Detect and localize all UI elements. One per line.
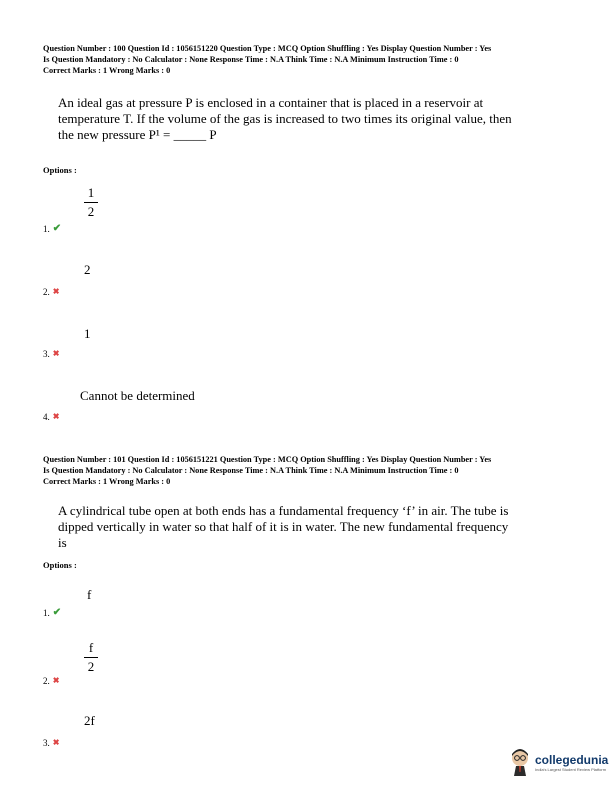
- option-index: 2.: [43, 287, 50, 297]
- question-text-101: [58, 503, 538, 551]
- fraction-numerator: 1: [87, 185, 95, 200]
- meta-line: Is Question Mandatory : No Calculator : None Response Time : N.A Think Time : N.A Minimum Instruction Time : 0: [43, 466, 459, 475]
- question-line: temperature T. If the volume of the gas is increased to two times its original value, then: [58, 111, 512, 126]
- fraction-denominator: 2: [87, 204, 95, 219]
- options-label: Options :: [43, 560, 77, 570]
- option-number: [43, 412, 59, 422]
- option-value-fraction: [84, 186, 98, 219]
- option-index: 2.: [43, 676, 50, 686]
- check-icon: ✔: [52, 607, 62, 618]
- meta-line: Question Number : 101 Question Id : 1056151221 Question Type : MCQ Option Shuffling : Yes Display Question Number : Yes: [43, 455, 492, 464]
- fraction-denominator: 2: [87, 659, 95, 674]
- question-line: the new pressure P¹ = _____ P: [58, 127, 217, 142]
- meta-line: Correct Marks : 1 Wrong Marks : 0: [43, 66, 171, 75]
- question-line: dipped vertically in water so that half of it is in water. The new fundamental frequency: [58, 519, 509, 534]
- option-value: f: [87, 587, 92, 602]
- cross-icon: ✖: [52, 287, 60, 296]
- option-index: 3.: [43, 349, 50, 359]
- option-value-fraction: [84, 641, 98, 674]
- meta-line: Question Number : 100 Question Id : 1056151220 Question Type : MCQ Option Shuffling : Yes Display Question Number : Yes: [43, 44, 492, 53]
- meta-line: Correct Marks : 1 Wrong Marks : 0: [43, 477, 171, 486]
- question-meta-100: [43, 43, 583, 76]
- cross-icon: ✖: [52, 738, 60, 747]
- option-number: [43, 676, 59, 686]
- option-index: 3.: [43, 738, 50, 748]
- question-line: An ideal gas at pressure P is enclosed in a container that is placed in a reservoir at: [58, 95, 484, 110]
- option-value: 2: [84, 262, 91, 277]
- cross-icon: ✖: [52, 676, 60, 685]
- fraction-bar: [84, 657, 98, 658]
- meta-line: Is Question Mandatory : No Calculator : None Response Time : N.A Think Time : N.A Minimum Instruction Time : 0: [43, 55, 459, 64]
- fraction-numerator: f: [88, 640, 94, 655]
- logo-tagline: India's Largest Student Review Platform: [535, 766, 607, 772]
- option-index: 1.: [43, 224, 50, 234]
- option-index: 1.: [43, 608, 50, 618]
- collegedunia-logo: [508, 748, 608, 776]
- cross-icon: ✖: [52, 412, 60, 421]
- option-value: Cannot be determined: [80, 388, 195, 403]
- option-value: 1: [84, 326, 91, 341]
- check-icon: ✔: [52, 223, 62, 234]
- option-number: [43, 738, 59, 748]
- option-number: [43, 224, 61, 234]
- question-line: is: [58, 535, 67, 550]
- options-label: Options :: [43, 165, 77, 175]
- fraction-bar: [84, 202, 98, 203]
- option-index: 4.: [43, 412, 50, 422]
- mascot-icon: [508, 748, 532, 776]
- cross-icon: ✖: [52, 349, 60, 358]
- question-meta-101: [43, 454, 583, 487]
- option-number: [43, 349, 59, 359]
- question-text-100: [58, 95, 538, 143]
- logo-name: collegedunia: [535, 752, 609, 767]
- option-value: 2f: [84, 713, 95, 728]
- question-line: A cylindrical tube open at both ends has a fundamental frequency ‘f’ in air. The tube is: [58, 503, 509, 518]
- option-number: [43, 287, 59, 297]
- option-number: [43, 608, 61, 618]
